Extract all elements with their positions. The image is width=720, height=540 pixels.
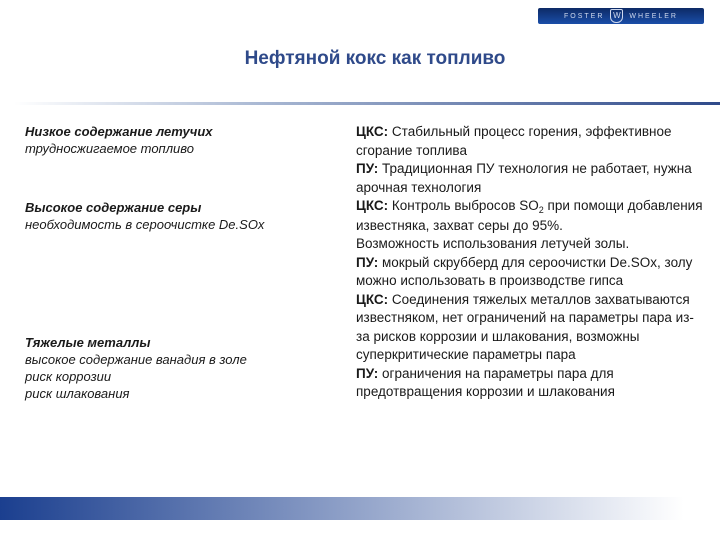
note-text: Традиционная ПУ технология не работает, нужна арочная технология <box>356 161 692 195</box>
property-heading: Тяжелые металлы <box>25 335 151 350</box>
note-text: Стабильный процесс горения, эффективное сгорание топлива <box>356 124 672 158</box>
company-logo <box>538 8 704 24</box>
property-detail: трудносжигаемое топливо <box>25 141 194 156</box>
logo-left-word: FOSTER <box>563 12 605 20</box>
slide-title: Нефтяной кокс как топливо <box>244 48 506 69</box>
property-high-sulfur <box>25 199 345 233</box>
cfb-ash-note: Возможность использования летучей золы. <box>356 236 630 251</box>
note-label: ЦКС: <box>356 291 389 307</box>
logo-crest-icon: W <box>610 9 623 23</box>
property-detail: риск коррозии <box>25 369 112 384</box>
note-text: Контроль выбросов SO <box>388 198 539 213</box>
property-heading: Высокое содержание серы <box>25 200 202 215</box>
property-detail: риск шлакования <box>25 386 130 401</box>
pc-sulfur-note <box>356 254 706 291</box>
property-heading: Низкое содержание летучих <box>25 124 213 139</box>
note-text: Соединения тяжелых металлов захватываются известняком, нет ограничений на параметры пара из-за рисков коррозии и шлакования, возможны суперкритические параметры пара <box>356 291 694 362</box>
note-label: ПУ: <box>356 365 379 381</box>
cfb-sulfur-note <box>356 197 706 235</box>
pc-metals-note <box>356 365 706 402</box>
note-subscript: 2 <box>538 205 544 215</box>
pc-combustion-note <box>356 160 706 197</box>
title-divider <box>14 102 720 105</box>
logo-right-word: WHEELER <box>629 12 678 20</box>
property-heavy-metals <box>25 334 345 402</box>
property-detail: необходимость в сероочистке De.SOx <box>25 217 265 232</box>
note-text: ограничения на параметры пара для предотвращения коррозии и шлакования <box>356 365 615 399</box>
cfb-combustion-note <box>356 123 706 160</box>
note-text: мокрый скрубберд для сероочистки De.SOx, золу можно использовать в производстве гипса <box>356 254 693 288</box>
footer-bar <box>0 497 720 520</box>
note-label: ПУ: <box>356 254 379 270</box>
technology-comparison <box>356 123 706 402</box>
note-label: ЦКС: <box>356 124 389 139</box>
property-low-volatile <box>25 123 345 157</box>
note-label: ЦКС: <box>356 198 389 213</box>
property-detail: высокое содержание ванадия в золе <box>25 352 247 367</box>
note-text: при помощи добавления известняка, захват серы до 95%. <box>356 198 703 233</box>
note-label: ПУ: <box>356 161 379 176</box>
cfb-metals-note <box>356 291 706 365</box>
